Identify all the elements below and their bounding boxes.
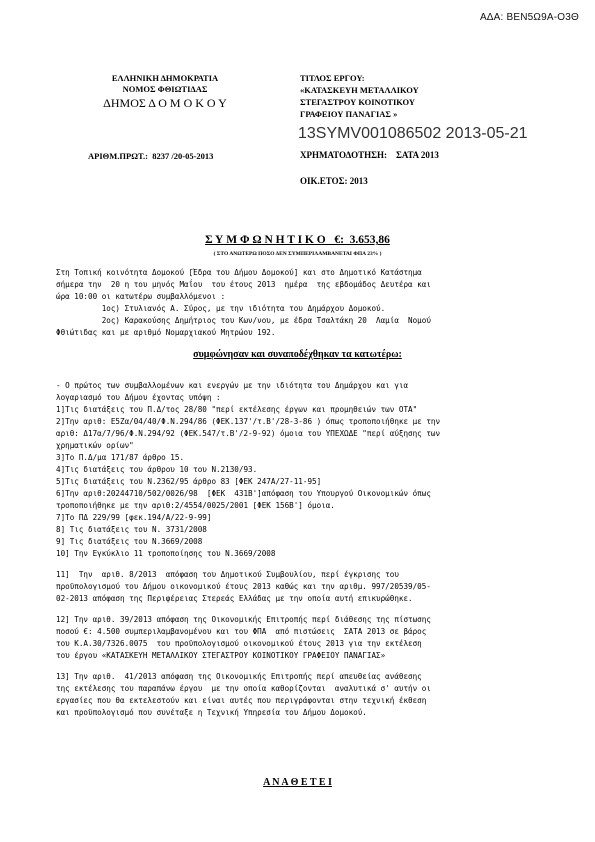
fiscal-year: ΟΙΚ.ΕΤΟΣ: 2013 bbox=[300, 176, 368, 186]
body-line: 8] Τις διατάξεις του Ν. 3731/2008 bbox=[56, 525, 207, 534]
agreement-title: Σ Υ Μ Φ Ω Ν Η Τ Ι Κ Ο €: 3.653,86 bbox=[205, 234, 390, 246]
funding-label: ΧΡΗΜΑΤΟΔΟΤΗΣΗ: ΣΑΤΑ 2013 bbox=[300, 150, 439, 160]
body-line: της εκτέλεσης του παραπάνω έργου με την οποία καθορίζονται αναλυτικά σ' αυτήν οι bbox=[56, 684, 431, 693]
body-line: 11] Την αριθ. 8/2013 απόφαση του Δημοτικού Συμβουλίου, περί έγκρισης του bbox=[56, 570, 399, 579]
body-line: 12] Την αριθ. 39/2013 απόφαση της Οικονομικής Επιτροπής περί διάθεσης της πίστωσης bbox=[56, 615, 431, 624]
protocol-number: ΑΡΙΘΜ.ΠΡΩΤ.: 8237 /20-05-2013 bbox=[88, 151, 214, 161]
intro-line: 1ος) Στυλιανός Α. Σύρος, με την ιδιότητα του Δημάρχου Δομοκού. bbox=[56, 304, 386, 313]
body-line: ποσού €: 4.500 συμπεριλαμβανομένου και του ΦΠΑ από πιστώσεις ΣΑΤΑ 2013 σε βάρος bbox=[56, 627, 427, 636]
header-municipality: ΔΗΜΟΣ Δ Ο Μ Ο Κ Ο Υ bbox=[103, 96, 227, 110]
intro-line: ώρα 10:00 οι κατωτέρω συμβαλλόμενοι : bbox=[56, 292, 226, 301]
body-line: 5]Τις διατάξεις του Ν.2362/95 άρθρο 83 [ΦΕΚ 247Α/27-11-95] bbox=[56, 477, 322, 486]
body-line: και προϋπολογισμό που συνέταξε η Τεχνική Υπηρεσία του Δήμου Δομοκού. bbox=[56, 708, 367, 717]
header-prefecture: ΝΟΜΟΣ ΦΘΙΩΤΙΔΑΣ bbox=[122, 84, 208, 94]
intro-line: Στη Τοπική κοινότητα Δομοκού [Έδρα του Δήμου Δομοκού] και στο Δημοτικό Κατάστημα bbox=[56, 268, 422, 277]
project-title-line1: «ΚΑΤΑΣΚΕΥΗ ΜΕΤΑΛΛΙΚΟΥ bbox=[300, 85, 419, 95]
body-line: τροποποιήθηκε με την αριθ:2/4554/0025/2001 [ΦΕΚ 156Β'] όμοια. bbox=[56, 501, 335, 510]
body-line: αριθ: Δ17α/7/96/Φ.Ν.294/92 (ΦΕΚ.547/τ.Β'/2-9-92) όμοια του ΥΠΕΧΩΔΕ "περί αύξησης των bbox=[56, 429, 441, 438]
body-line: 10] Την Εγκύκλιο 11 τροποποίησης του Ν.3669/2008 bbox=[56, 549, 276, 558]
body-line: 9] Τις διατάξεις του Ν.3669/2008 bbox=[56, 537, 203, 546]
intro-line: 2ος) Καρακούσης Δημήτριος του Κων/νου, με έδρα Τσαλτάκη 20 Λαμία Νομού bbox=[56, 316, 431, 325]
registry-stamp: 13SYMV001086502 2013-05-21 bbox=[298, 125, 528, 142]
body-line: προϋπολογισμού του Δήμου οικονομικού έτους 2013 καθώς και την αριθμ. 997/20539/05- bbox=[56, 582, 431, 591]
intro-line: σήμερα την 20 η του μηνός Μαΐου του έτους 2013 ημέρα της εβδομάδος Δευτέρα και bbox=[56, 280, 431, 289]
ada-code: ΑΔΑ: ΒΕΝ5Ω9Α-Ο3Θ bbox=[479, 12, 579, 23]
body-line: λογαριασμό του Δήμου έχοντας υπόψη : bbox=[56, 393, 221, 402]
body-line: του έργου «ΚΑΤΑΣΚΕΥΗ ΜΕΤΑΛΛΙΚΟΥ ΣΤΕΓΑΣΤΡΟΥ ΚΟΙΝΟΤΙΚΟΥ ΓΡΑΦΕΙΟΥ ΠΑΝΑΓΙΑΣ» bbox=[56, 651, 386, 660]
body-line: εργασίες που θα εκτελεστούν και είναι αυτές που περιγράφονται στην τεχνική έκθεση bbox=[56, 696, 427, 705]
body-line: 7]Το ΠΔ 229/99 [φεκ.194/Α/22-9-99] bbox=[56, 513, 212, 522]
project-title-label: ΤΙΤΛΟΣ ΕΡΓΟΥ: bbox=[300, 73, 365, 83]
body-line: 13] Την αριθ. 41/2013 απόφαση της Οικονομικής Επιτροπής περί απευθείας ανάθεσης bbox=[56, 672, 422, 681]
body-line: 2]Την αριθ: Ε5Ζα/04/40/Φ.Ν.294/86 (ΦΕΚ.137'/τ.Β'/28-3-86 ) όπως τροποποιήθηκε με την bbox=[56, 417, 441, 426]
body-line: 4]Τις διατάξεις του άρθρου 10 του Ν.2130/93. bbox=[56, 465, 258, 474]
body-line: του Κ.Α.30/7326.0075 του προϋπολογισμού οικονομικού έτους 2013 για την εκτέλεση bbox=[56, 639, 422, 648]
header-state: ΕΛΛΗΝΙΚΗ ΔΗΜΟΚΡΑΤΙΑ bbox=[111, 73, 219, 83]
project-title-line3: ΓΡΑΦΕΙΟΥ ΠΑΝΑΓΙΑΣ » bbox=[300, 109, 398, 119]
body-line: - Ο πρώτος των συμβαλλομένων και ενεργών με την ιδιότητα του Δημάρχου και για bbox=[56, 381, 409, 390]
body-line: 1]Τις διατάξεις του Π.Δ/τος 28/80 "περί εκτέλεσης έργων και προμηθειών των ΟΤΑ" bbox=[56, 405, 418, 414]
assigns-heading: Α Ν Α Θ Ε Τ Ε Ι bbox=[263, 777, 332, 788]
agreed-heading: συμφώνησαν και συναποδέχθηκαν τα κατωτέρω: bbox=[193, 349, 402, 360]
intro-line: Φθιώτιδας και με αριθμό Νομαρχιακού Μητρώου 192. bbox=[56, 328, 276, 337]
body-line: χρηματικών ορίων" bbox=[56, 441, 134, 450]
body-line: 3]Το Π.Δ/μα 171/87 άρθρο 15. bbox=[56, 453, 185, 462]
body-line: 6]Την αριθ:20244710/502/0026/98 [ΦΕΚ 431Β']απόφαση του Υπουργού Οικονομικών όπως bbox=[56, 489, 431, 498]
agreement-subtitle: ( ΣΤΟ ΑΝΩΤΕΡΩ ΠΟΣΟ ΔΕΝ ΣΥΜΠΕΡΙΛΑΜΒΑΝΕΤΑΙ ΦΠΑ 23% ) bbox=[213, 251, 382, 257]
project-title-line2: ΣΤΕΓΑΣΤΡΟΥ ΚΟΙΝΟΤΙΚΟΥ bbox=[300, 97, 416, 107]
body-line: 02-2013 απόφαση της Περιφέρειας Στερεάς Ελλάδας με την οποία αυτή επικυρώθηκε. bbox=[56, 594, 413, 603]
